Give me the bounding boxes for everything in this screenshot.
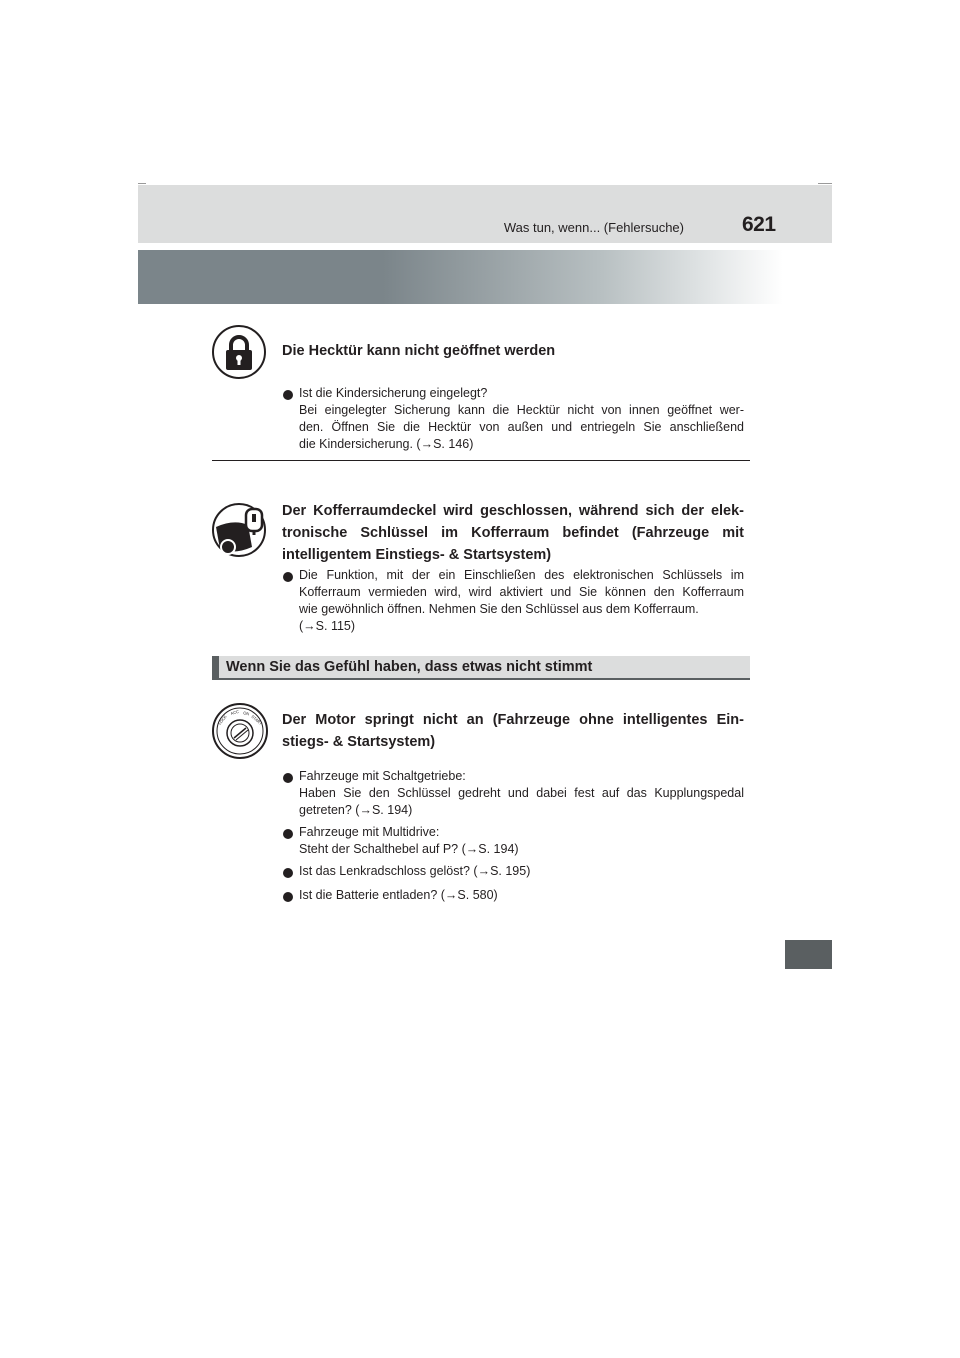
- bullet-marker: [283, 868, 293, 878]
- heading-line: Der Kofferraumdeckel wird geschlossen, während sich der elek-: [282, 503, 744, 519]
- bullet-marker: [283, 829, 293, 839]
- engine-heading: [282, 709, 744, 753]
- chapter-gradient-band: [138, 250, 783, 304]
- ignition-label-on: ON: [242, 710, 250, 717]
- engine-bullet-1: [299, 768, 744, 819]
- body-line: die Kindersicherung. (→S. 146): [299, 437, 474, 451]
- ignition-switch-icon: [212, 703, 268, 759]
- page-number: 621: [742, 213, 776, 236]
- chapter-side-tab: [785, 940, 832, 969]
- bullet-marker: [283, 390, 293, 400]
- heading-line: tronische Schlüssel im Kofferraum befindet (Fahrzeuge mit: [282, 525, 744, 541]
- bullet-title: Ist das Lenkradschloss gelöst? (→S. 195): [299, 864, 531, 878]
- bullet-title: Fahrzeuge mit Schaltgetriebe:: [299, 769, 466, 783]
- trunk-bullet: [299, 567, 744, 635]
- ignition-label-acc: ACC: [229, 708, 240, 716]
- body-line: Die Funktion, mit der ein Einschließen des elektronischen Schlüssels im: [299, 568, 744, 582]
- tailgate-heading: Die Hecktür kann nicht geöffnet werden: [282, 343, 556, 359]
- body-line: den. Öffnen Sie die Hecktür von außen und entriegeln Sie anschließend: [299, 420, 744, 434]
- section-title: Was tun, wenn... (Fehlersuche): [503, 220, 684, 235]
- heading-line: Der Motor springt nicht an (Fahrzeuge ohne intelligentes Ein-: [282, 712, 744, 728]
- header-accent-bar: [212, 656, 219, 678]
- ignition-label-start: START: [250, 713, 264, 726]
- header-crop-mark-right: [818, 183, 832, 184]
- tailgate-bullet: [299, 385, 744, 453]
- lock-icon: [212, 325, 266, 379]
- section-divider: [212, 460, 750, 461]
- heading-line: intelligentem Einstiegs- & Startsystem): [282, 547, 552, 563]
- body-line: getreten? (→S. 194): [299, 803, 413, 817]
- header-crop-mark-left: [138, 183, 146, 184]
- body-line: wie gewöhnlich öffnen. Nehmen Sie den Schlüssel aus dem Kofferraum.: [299, 602, 699, 616]
- body-line: Kofferraum vermieden wird, wird aktiviert und Sie können den Kofferraum: [299, 585, 744, 599]
- feeling-header-text: Wenn Sie das Gefühl haben, dass etwas nicht stimmt: [226, 659, 593, 675]
- engine-bullet-2: [299, 824, 744, 858]
- bullet-marker: [283, 773, 293, 783]
- bullet-title: Ist die Kindersicherung eingelegt?: [299, 386, 488, 400]
- body-line: Bei eingelegter Sicherung kann die Hecktür nicht von innen geöffnet wer-: [299, 403, 744, 417]
- body-line: (→S. 115): [299, 619, 356, 633]
- bullet-marker: [283, 892, 293, 902]
- body-line: Haben Sie den Schlüssel gedreht und dabei fest auf das Kupplungspedal: [299, 786, 744, 800]
- ignition-label-lock: LOCK: [216, 714, 228, 726]
- body-line: Steht der Schalthebel auf P? (→S. 194): [299, 842, 519, 856]
- heading-line: stiegs- & Startsystem): [282, 734, 436, 750]
- engine-bullet-3: [299, 863, 744, 880]
- bullet-title: Ist die Batterie entladen? (→S. 580): [299, 888, 498, 902]
- key-in-trunk-icon: [212, 503, 266, 557]
- engine-bullet-4: [299, 887, 744, 904]
- bullet-title: Fahrzeuge mit Multidrive:: [299, 825, 440, 839]
- feeling-section-header: [212, 656, 750, 680]
- bullet-marker: [283, 572, 293, 582]
- trunk-heading: [282, 500, 744, 566]
